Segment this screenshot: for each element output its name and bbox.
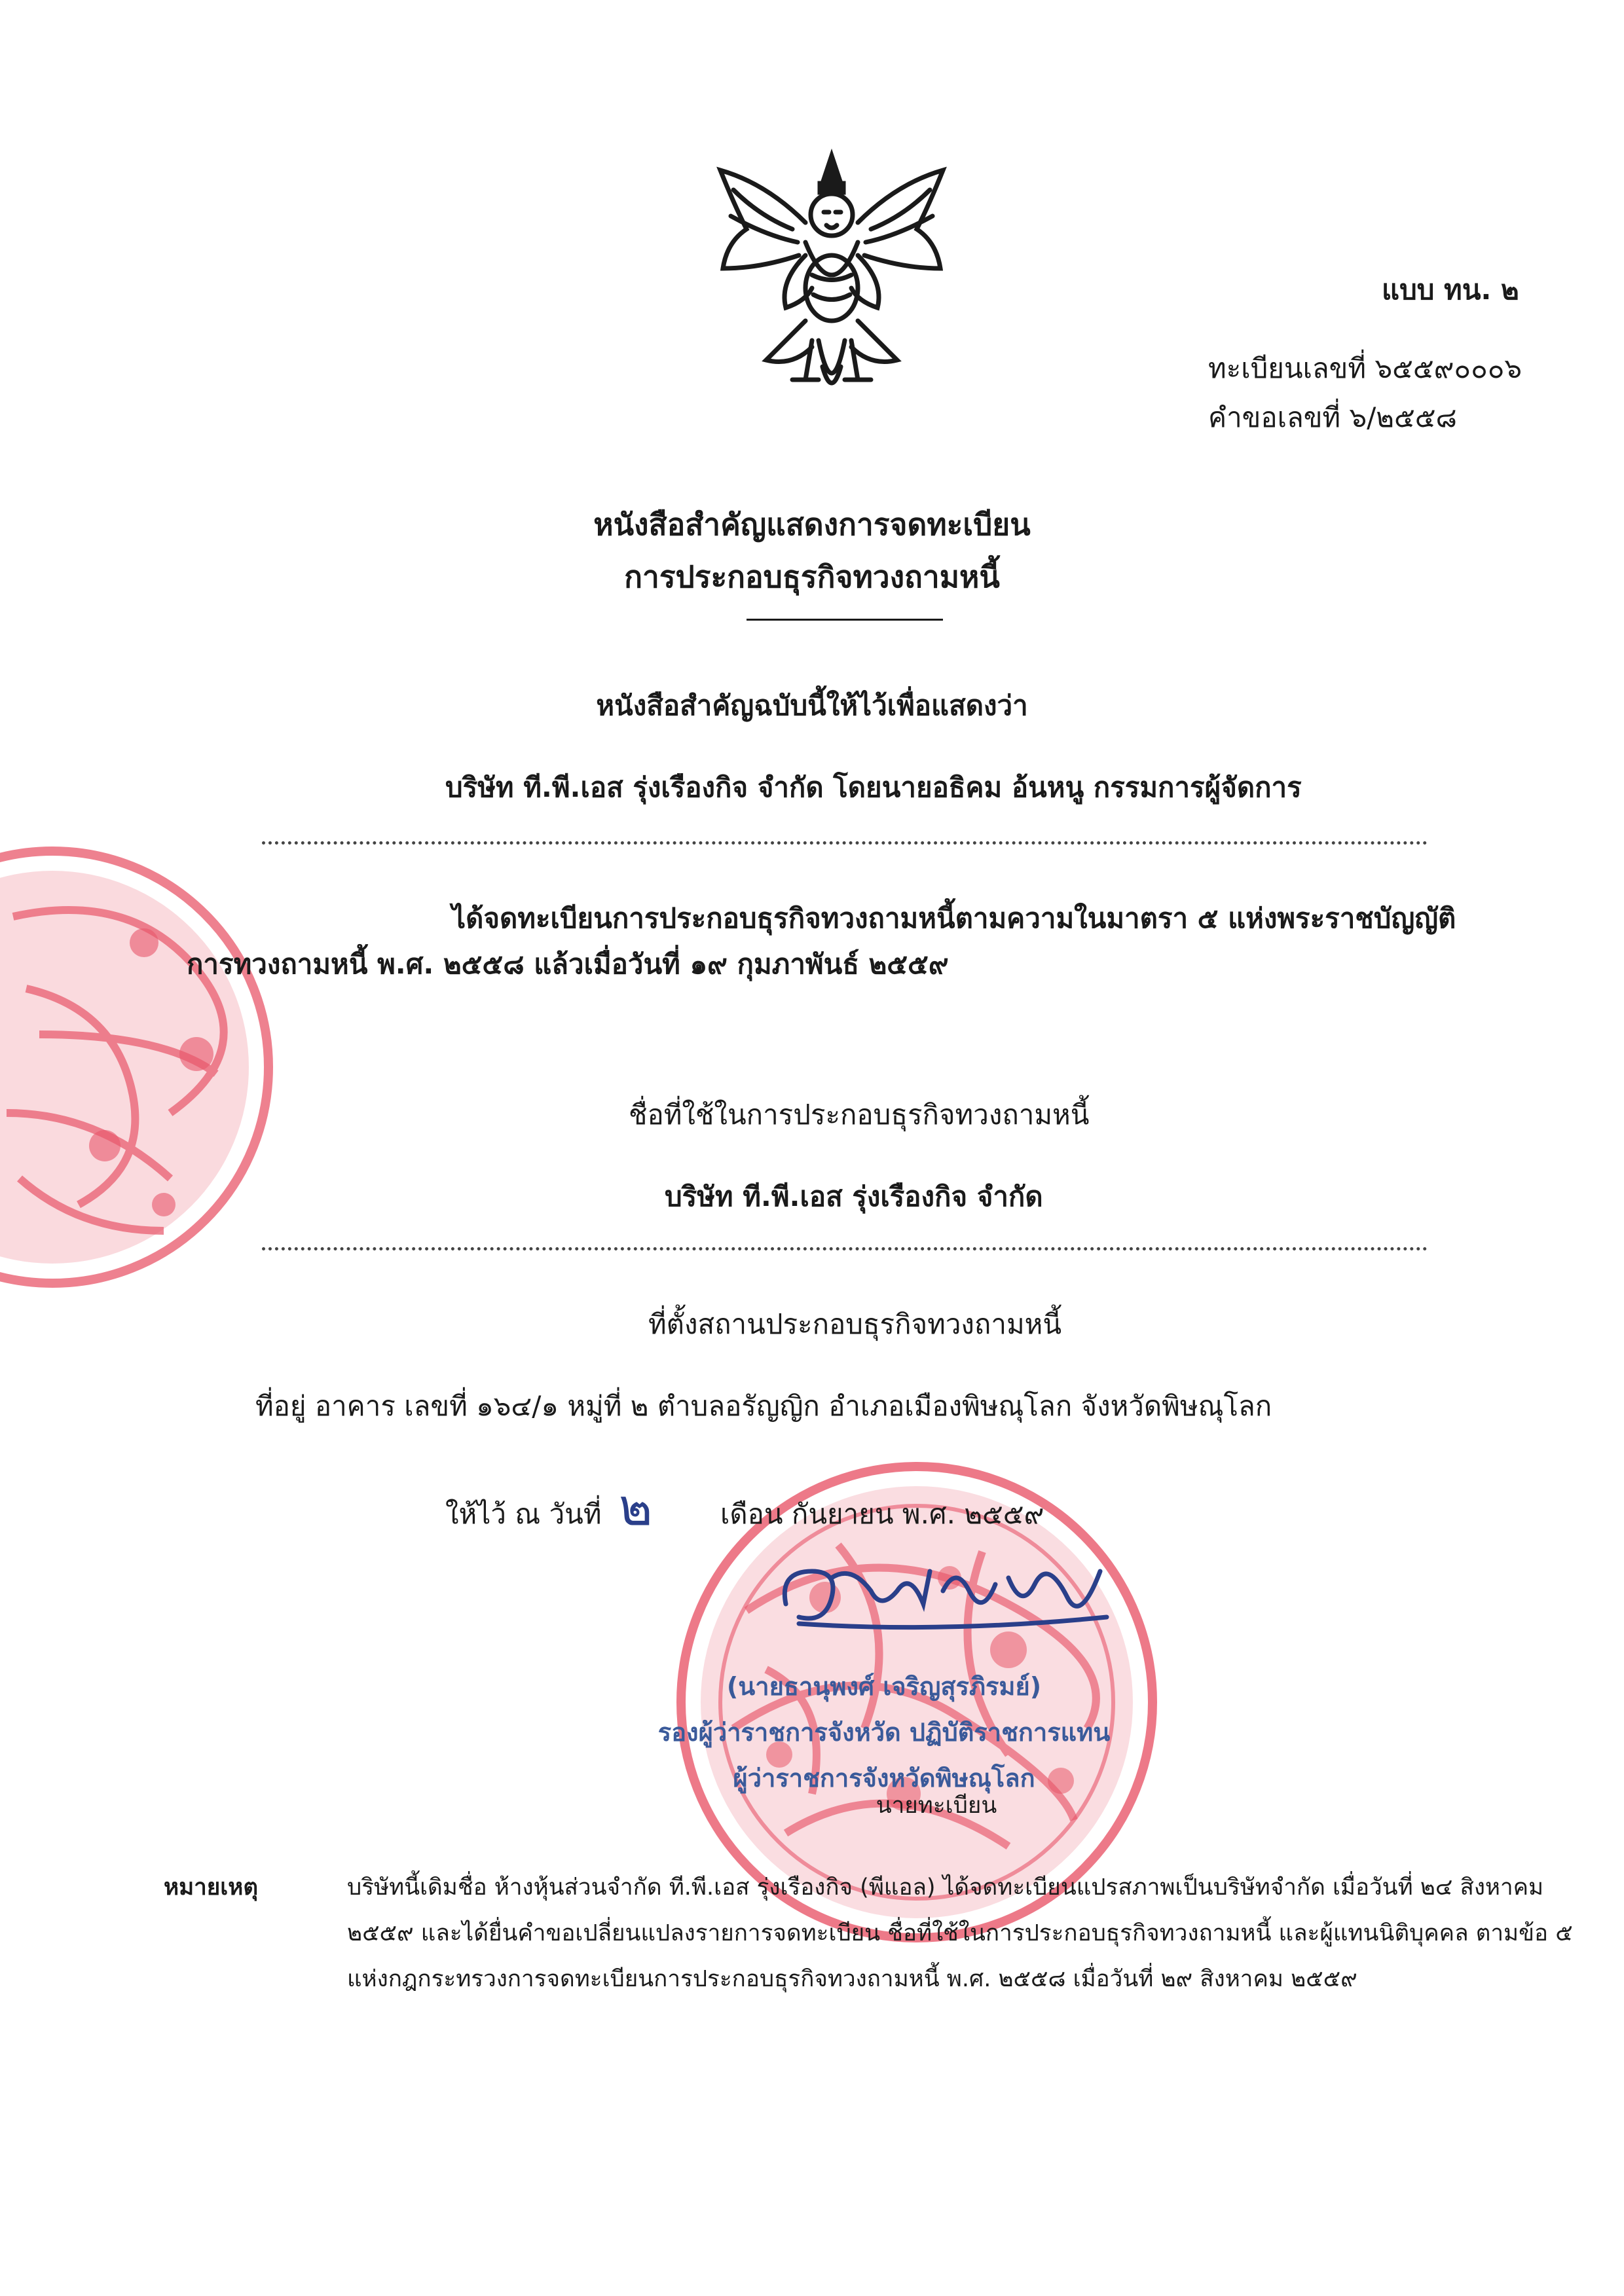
request-number-value: ๖/๒๕๕๘ (1349, 401, 1457, 433)
given-day-handwritten: ๒ (619, 1478, 653, 1537)
certify-intro: หนังสือสำคัญฉบับนี้ให้ไว้เพื่อแสดงว่า (596, 689, 1028, 721)
given-month-year: เดือน กันยายน พ.ศ. ๒๕๕๙ (720, 1498, 1044, 1530)
request-number-label: คำขอเลขที่ (1208, 401, 1341, 433)
remarks-line2: ๒๕๕๙ และได้ยื่นคำขอเปลี่ยนแปลงรายการจดทะเบียน ชื่อที่ใช้ในการประกอบธุรกิจทวงถามหนี้ และผู้แทนนิติบุคคล ตามข้อ ๕ (347, 1920, 1573, 1946)
signatory-position-line2: ผู้ว่าราชการจังหวัดพิษณุโลก (733, 1764, 1035, 1793)
given-date-prefix: ให้ไว้ ณ วันที่ (445, 1498, 602, 1530)
signatory-position-line1: รองผู้ว่าราชการจังหวัด ปฏิบัติราชการแทน (657, 1718, 1111, 1747)
remarks-line3: แห่งกฎกระทรวงการจดทะเบียนการประกอบธุรกิจทวงถามหนี้ พ.ศ. ๒๕๕๘ เมื่อวันที่ ๒๙ สิงหาคม ๒๕๕๙ (347, 1966, 1357, 1992)
given-date (445, 1493, 602, 1536)
location-label: ที่ตั้งสถานประกอบธุรกิจทวงถามหนี้ (648, 1308, 1062, 1340)
red-seal-left (0, 838, 275, 1296)
address: ที่อยู่ อาคาร เลขที่ ๑๖๔/๑ หมู่ที่ ๒ ตำบลอรัญญิก อำเภอเมืองพิษณุโลก จังหวัดพิษณุโลก (255, 1390, 1272, 1422)
business-name-dotted-line (262, 1247, 1428, 1250)
remarks-label: หมายเหตุ (164, 1874, 259, 1901)
document-title-line2: การประกอบธุรกิจทวงถามหนี้ (624, 559, 1000, 594)
entity-dotted-line (262, 841, 1428, 845)
registration-number (1208, 347, 1522, 390)
registration-number-label: ทะเบียนเลขที่ (1208, 352, 1367, 384)
entity-name: บริษัท ที.พี.เอส รุ่งเรืองกิจ จำกัด โดยนายอธิคม อ้นหนู กรรมการผู้จัดการ (445, 771, 1302, 803)
signatory-role: นายทะเบียน (876, 1793, 997, 1819)
registration-number-value: ๖๕๕๙๐๐๐๖ (1375, 352, 1522, 384)
title-underline (747, 619, 943, 621)
registered-statement-line1: ได้จดทะเบียนการประกอบธุรกิจทวงถามหนี้ตามความในมาตรา ๕ แห่งพระราชบัญญัติ (452, 902, 1456, 934)
business-name: บริษัท ที.พี.เอส รุ่งเรืองกิจ จำกัด (665, 1180, 1043, 1212)
registered-statement-line2: การทวงถามหนี้ พ.ศ. ๒๕๕๘ แล้วเมื่อวันที่ ๑๙ กุมภาพันธ์ ๒๕๕๙ (187, 948, 949, 980)
handwritten-signature-icon (773, 1552, 1113, 1643)
document-title-line1: หนังสือสำคัญแสดงการจดทะเบียน (593, 507, 1031, 542)
business-name-label: ชื่อที่ใช้ในการประกอบธุรกิจทวงถามหนี้ (629, 1099, 1090, 1131)
signatory-name: (นายธานุพงศ์ เจริญสุรภิรมย์) (726, 1672, 1042, 1701)
request-number (1208, 396, 1457, 439)
garuda-emblem-icon (707, 144, 956, 419)
remarks-line1: บริษัทนี้เดิมชื่อ ห้างหุ้นส่วนจำกัด ที.พี.เอส รุ่งเรืองกิจ (พีแอล) ได้จดทะเบียนแปรสภาพเป็นบริษัทจำกัด เมื่อวันที่ ๒๔ สิงหาคม (347, 1874, 1544, 1901)
form-code: แบบ ทน. ๒ (1382, 274, 1519, 306)
